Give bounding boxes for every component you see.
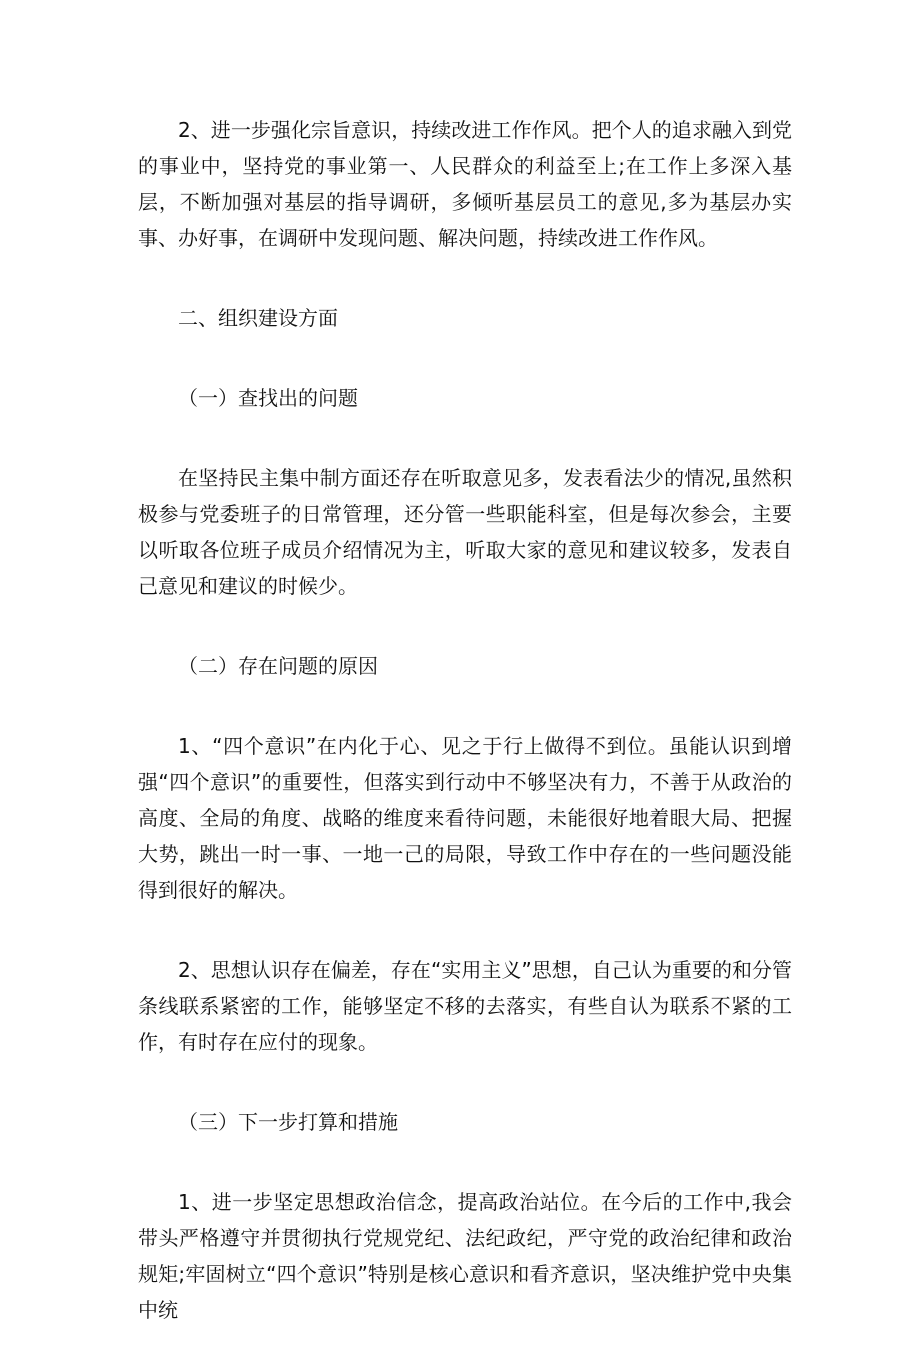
paragraph-political-belief: 1、进一步坚定思想政治信念，提高政治站位。在今后的工作中,我会带头严格遵守并贯彻执行党规党纪、法纪政纪，严守党的政治纪律和政治规矩;牢固树立“四个意识”特别是核心意识和看齐意识，坚决维护党中央集中统 <box>138 1190 792 1322</box>
subheading-problems-found: （一）查找出的问题 <box>178 386 358 410</box>
paragraph-democratic-centralism: 在坚持民主集中制方面还存在听取意见多，发表看法少的情况,虽然积极参与党委班子的日常管理，还分管一些职能科室，但是每次参会，主要以听取各位班子成员介绍情况为主，听取大家的意见和建议较多，发表自己意见和建议的时候少。 <box>138 466 792 598</box>
section-heading-organization: 二、组织建设方面 <box>178 306 338 330</box>
document-body <box>138 112 792 1372</box>
paragraph-four-consciousness: 1、“四个意识”在内化于心、见之于行上做得不到位。虽能认识到增强“四个意识”的重要性，但落实到行动中不够坚决有力，不善于从政治的高度、全局的角度、战略的维度来看待问题，未能很好地着眼大局、把握大势，跳出一时一事、一地一己的局限，导致工作中存在的一些问题没能得到很好的解决。 <box>138 734 792 902</box>
subheading-next-steps: （三）下一步打算和措施 <box>178 1110 398 1134</box>
paragraph-pragmatism: 2、思想认识存在偏差，存在“实用主义”思想，自己认为重要的和分管条线联系紧密的工作，能够坚定不移的去落实，有些自认为联系不紧的工作，有时存在应付的现象。 <box>138 958 792 1054</box>
subheading-problem-causes: （二）存在问题的原因 <box>178 654 378 678</box>
paragraph-improve-work-style: 2、进一步强化宗旨意识，持续改进工作作风。把个人的追求融入到党的事业中，坚持党的事业第一、人民群众的利益至上;在工作上多深入基层，不断加强对基层的指导调研，多倾听基层员工的意见,多为基层办实事、办好事，在调研中发现问题、解决问题，持续改进工作作风。 <box>138 118 792 250</box>
